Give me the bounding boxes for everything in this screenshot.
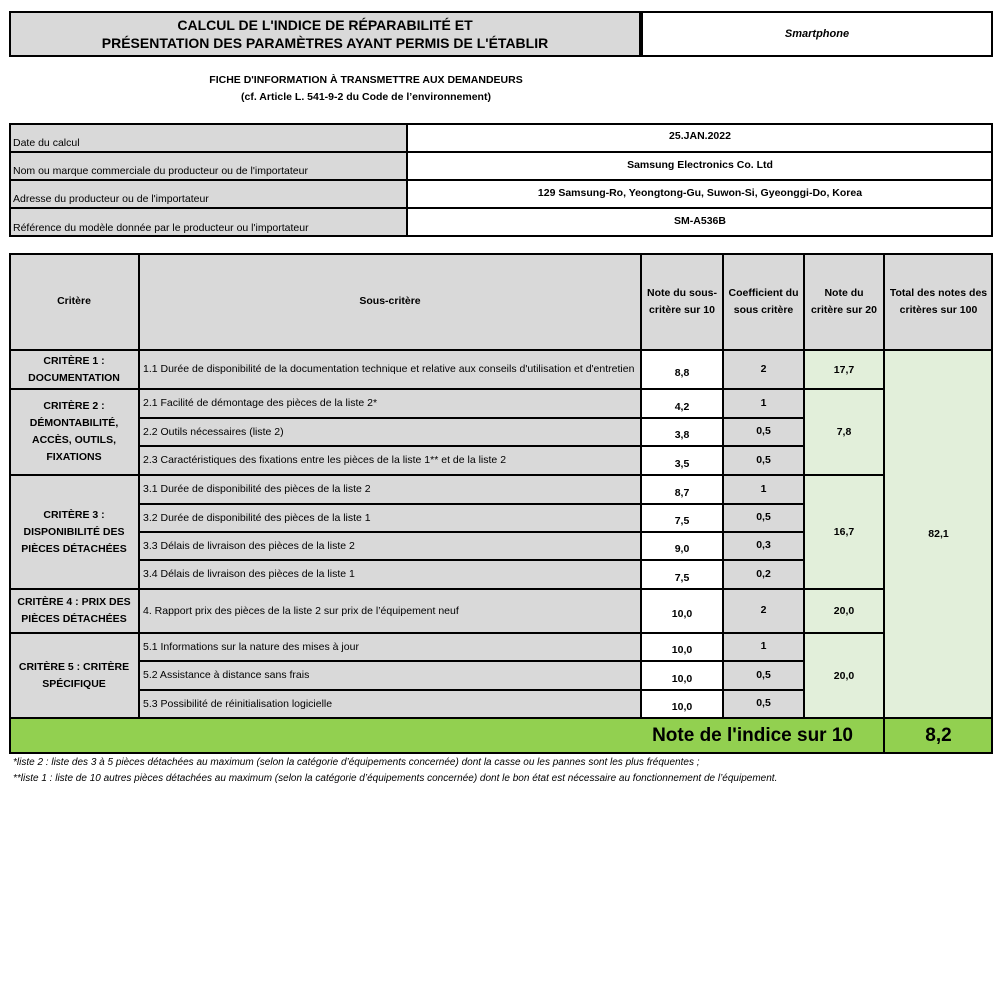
header-note-critere: Note du critère sur 20 bbox=[804, 253, 884, 350]
subcriterion-3-1-note: 8,7 bbox=[641, 475, 723, 504]
info-label-address: Adresse du producteur ou de l'importateur bbox=[9, 180, 407, 208]
subcriterion-5-2-coef: 0,5 bbox=[723, 661, 804, 690]
subcriterion-2-1-label: 2.1 Facilité de démontage des pièces de la liste 2* bbox=[139, 389, 641, 418]
info-value-model: SM-A536B bbox=[407, 208, 993, 237]
subcriterion-3-2-note: 7,5 bbox=[641, 504, 723, 532]
criterion-2-name: CRITÈRE 2 : DÉMONTABILITÉ, ACCÈS, OUTILS, FIXATIONS bbox=[9, 389, 139, 475]
subcriterion-2-2-label: 2.2 Outils nécessaires (liste 2) bbox=[139, 418, 641, 446]
footnote-liste-2: *liste 2 : liste des 3 à 5 pièces détachées au maximum (selon la catégorie d’équipements concernée) dont la casse ou les pannes sont les plus fréquentes ; bbox=[13, 757, 700, 768]
subcriterion-3-2-coef: 0,5 bbox=[723, 504, 804, 532]
info-value-address: 129 Samsung-Ro, Yeongtong-Gu, Suwon-Si, Gyeonggi-Do, Korea bbox=[407, 180, 993, 208]
subcriterion-3-3-label: 3.3 Délais de livraison des pièces de la liste 2 bbox=[139, 532, 641, 560]
product-category: Smartphone bbox=[641, 11, 993, 57]
subcriterion-2-1-note: 4,2 bbox=[641, 389, 723, 418]
subcriterion-2-2-note: 3,8 bbox=[641, 418, 723, 446]
criterion-5-name: CRITÈRE 5 : CRITÈRE SPÉCIFIQUE bbox=[9, 633, 139, 718]
subcriterion-3-4-note: 7,5 bbox=[641, 560, 723, 589]
subcriterion-3-2-label: 3.2 Durée de disponibilité des pièces de la liste 1 bbox=[139, 504, 641, 532]
final-index-label: Note de l'indice sur 10 bbox=[9, 718, 884, 754]
subcriterion-2-3-label: 2.3 Caractéristiques des fixations entre les pièces de la liste 1** et de la liste 2 bbox=[139, 446, 641, 475]
subcriterion-5-3-label: 5.3 Possibilité de réinitialisation logicielle bbox=[139, 690, 641, 718]
criterion-1-name: CRITÈRE 1 : DOCUMENTATION bbox=[9, 350, 139, 389]
header-sous-critere: Sous-critère bbox=[139, 253, 641, 350]
subcriterion-2-3-coef: 0,5 bbox=[723, 446, 804, 475]
subcriterion-4-label: 4. Rapport prix des pièces de la liste 2 sur prix de l’équipement neuf bbox=[139, 589, 641, 633]
subcriterion-4-coef: 2 bbox=[723, 589, 804, 633]
title-line-2: PRÉSENTATION DES PARAMÈTRES AYANT PERMIS DE L'ÉTABLIR bbox=[101, 35, 549, 51]
subcriterion-2-2-coef: 0,5 bbox=[723, 418, 804, 446]
subcriterion-5-1-label: 5.1 Informations sur la nature des mises à jour bbox=[139, 633, 641, 661]
document-title bbox=[9, 11, 641, 57]
subcriterion-1-1-note: 8,8 bbox=[641, 350, 723, 389]
criterion-5-note20: 20,0 bbox=[804, 633, 884, 718]
info-label-producer: Nom ou marque commerciale du producteur ou de l'importateur bbox=[9, 152, 407, 180]
subcriterion-5-2-label: 5.2 Assistance à distance sans frais bbox=[139, 661, 641, 690]
info-label-model: Référence du modèle donnée par le producteur ou l'importateur bbox=[9, 208, 407, 237]
header-critere: Critère bbox=[9, 253, 139, 350]
info-label-date: Date du calcul bbox=[9, 123, 407, 152]
subcriterion-3-4-coef: 0,2 bbox=[723, 560, 804, 589]
criterion-2-note20: 7,8 bbox=[804, 389, 884, 475]
criterion-3-note20: 16,7 bbox=[804, 475, 884, 589]
subcriterion-3-4-label: 3.4 Délais de livraison des pièces de la liste 1 bbox=[139, 560, 641, 589]
subcriterion-5-1-note: 10,0 bbox=[641, 633, 723, 661]
fiche-heading bbox=[0, 72, 732, 106]
fiche-line-2: (cf. Article L. 541-9-2 du Code de l’environnement) bbox=[241, 91, 491, 103]
subcriterion-3-3-coef: 0,3 bbox=[723, 532, 804, 560]
subcriterion-4-note: 10,0 bbox=[641, 589, 723, 633]
subcriterion-2-1-coef: 1 bbox=[723, 389, 804, 418]
subcriterion-2-3-note: 3,5 bbox=[641, 446, 723, 475]
title-line-1: CALCUL DE L'INDICE DE RÉPARABILITÉ ET bbox=[177, 17, 473, 33]
info-value-producer: Samsung Electronics Co. Ltd bbox=[407, 152, 993, 180]
fiche-line-1: FICHE D'INFORMATION À TRANSMETTRE AUX DEMANDEURS bbox=[209, 74, 523, 86]
subcriterion-5-2-note: 10,0 bbox=[641, 661, 723, 690]
subcriterion-5-3-coef: 0,5 bbox=[723, 690, 804, 718]
total-score: 82,1 bbox=[884, 350, 993, 718]
criterion-3-name: CRITÈRE 3 : DISPONIBILITÉ DES PIÈCES DÉTACHÉES bbox=[9, 475, 139, 589]
final-index-value: 8,2 bbox=[884, 718, 993, 754]
criterion-1-note20: 17,7 bbox=[804, 350, 884, 389]
subcriterion-1-1-label: 1.1 Durée de disponibilité de la documentation technique et relative aux conseils d'utilisation et d'entretien bbox=[139, 350, 641, 389]
criterion-4-note20: 20,0 bbox=[804, 589, 884, 633]
subcriterion-1-1-coef: 2 bbox=[723, 350, 804, 389]
subcriterion-3-1-coef: 1 bbox=[723, 475, 804, 504]
header-coefficient: Coefficient du sous critère bbox=[723, 253, 804, 350]
criterion-4-name: CRITÈRE 4 : PRIX DES PIÈCES DÉTACHÉES bbox=[9, 589, 139, 633]
info-value-date: 25.JAN.2022 bbox=[407, 123, 993, 152]
subcriterion-3-1-label: 3.1 Durée de disponibilité des pièces de la liste 2 bbox=[139, 475, 641, 504]
subcriterion-3-3-note: 9,0 bbox=[641, 532, 723, 560]
subcriterion-5-3-note: 10,0 bbox=[641, 690, 723, 718]
header-total: Total des notes des critères sur 100 bbox=[884, 253, 993, 350]
subcriterion-5-1-coef: 1 bbox=[723, 633, 804, 661]
footnote-liste-1: **liste 1 : liste de 10 autres pièces détachées au maximum (selon la catégorie d’équipements concernée) dont le bon état est nécessaire au fonctionnement de l’équipement. bbox=[13, 773, 778, 784]
header-note-sous-critere: Note du sous-critère sur 10 bbox=[641, 253, 723, 350]
